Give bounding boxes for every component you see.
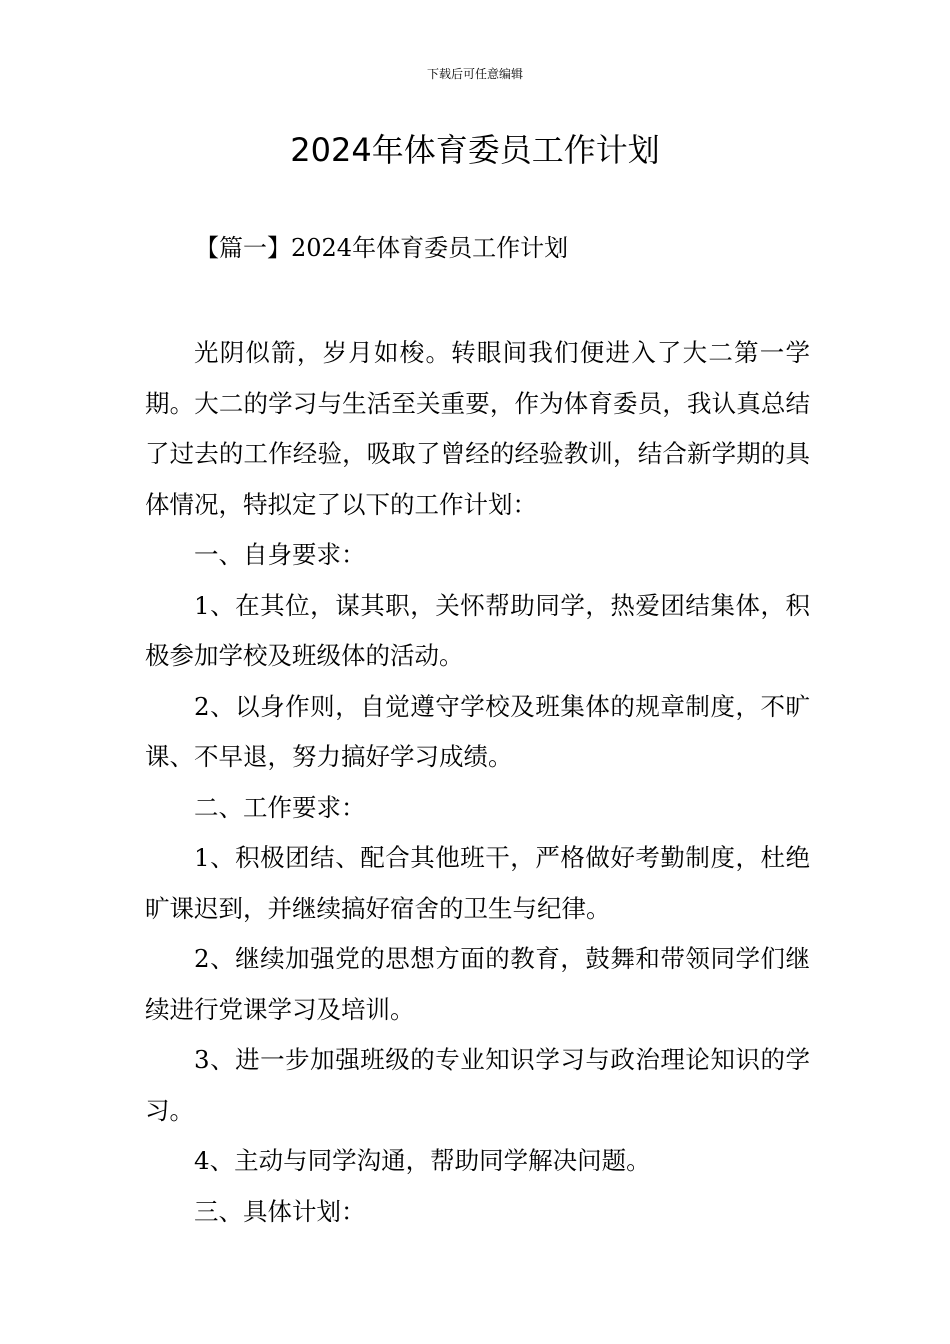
subheading-work-requirements: 二、工作要求： xyxy=(194,792,366,822)
paragraph-work-item-1: 1、积极团结、配合其他班干，严格做好考勤制度，杜绝旷课迟到，并继续搞好宿舍的卫生与纪律。 xyxy=(145,843,810,923)
paragraph-intro: 光阴似箭，岁月如梭。转眼间我们便进入了大二第一学期。大二的学习与生活至关重要，作为体育委员，我认真总结了过去的工作经验，吸取了曾经的经验教训，结合新学期的具体情况，特拟定了以下的工作计划： xyxy=(145,338,810,519)
document-title: 2024年体育委员工作计划 xyxy=(290,131,660,169)
subheading-specific-plan: 三、具体计划： xyxy=(194,1196,366,1226)
section-heading: 【篇一】2024年体育委员工作计划 xyxy=(195,234,569,262)
paragraph-work-item-2: 2、继续加强党的思想方面的教育，鼓舞和带领同学们继续进行党课学习及培训。 xyxy=(145,944,810,1024)
document-body xyxy=(145,328,810,1237)
paragraph-self-item-1: 1、在其位，谋其职，关怀帮助同学，热爱团结集体，积极参加学校及班级体的活动。 xyxy=(145,590,810,670)
subheading-self-requirements: 一、自身要求： xyxy=(194,540,366,569)
paragraph-self-item-2: 2、以身作则，自觉遵守学校及班集体的规章制度，不旷课、不早退，努力搞好学习成绩。 xyxy=(145,691,810,771)
paragraph-work-item-3: 3、进一步加强班级的专业知识学习与政治理论知识的学习。 xyxy=(145,1045,810,1125)
paragraph-work-item-4: 4、主动与同学沟通，帮助同学解决问题。 xyxy=(194,1146,651,1175)
header-note: 下载后可任意编辑 xyxy=(426,67,523,81)
